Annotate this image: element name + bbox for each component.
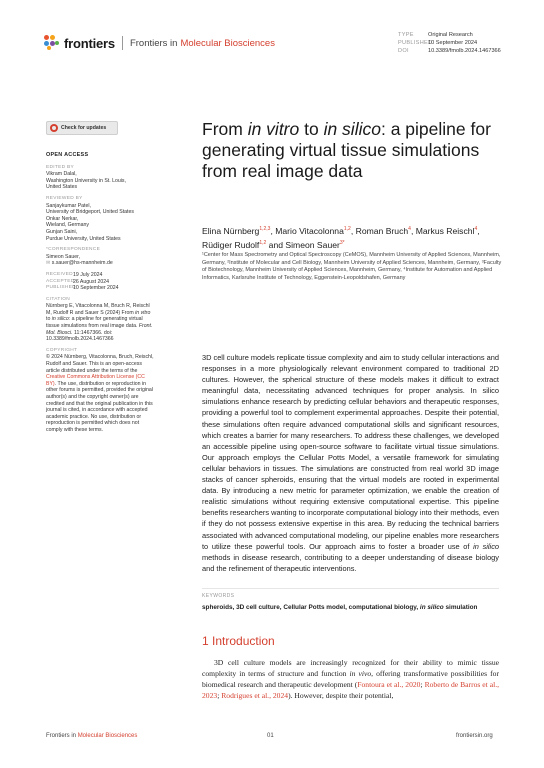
meta-type: TYPE Original Research — [398, 32, 473, 38]
article-title: From in vitro to in silico: a pipeline for generating virtual tissue simulations from real image data — [202, 119, 491, 181]
editor-affiliation: Washington University in St. Louis, — [46, 177, 126, 184]
correspondence-email[interactable]: ✉ s.sauer@hs-mannheim.de — [46, 260, 113, 267]
correspondence-name: Simeon Sauer, — [46, 253, 81, 260]
reviewer-line: University of Bridgeport, United States — [46, 209, 134, 216]
sidebar — [46, 152, 154, 434]
date-accepted: ACCEPTED 26 August 2024 — [46, 278, 110, 285]
reference-link[interactable]: Rodrigues et al., 2024 — [221, 691, 289, 701]
reviewed-by-heading: REVIEWED BY — [46, 195, 83, 201]
dates-block — [46, 272, 154, 292]
reference-link[interactable]: Fontoura et al., 2020 — [357, 680, 421, 690]
author[interactable]: Elina Nürnberg$^{1,2,3}$ — [202, 225, 271, 236]
check-for-updates-label: Check for updates — [61, 125, 107, 131]
article-meta — [398, 31, 501, 55]
reviewer-line: Onkar Nerkar, — [46, 215, 79, 222]
author[interactable]: Simeon Sauer$^{3*}$ — [285, 240, 345, 251]
introduction-text: 3D cell culture models are increasingly recognized for their ability to mimic tissue complexity in terms of structure and function in vivo, offering transformative possibilities for biomedical research and therapeutic development (Fontoura et al., 2020; Roberto de Barros et al., 2023; Rodrigues et al., 2024). However, despite their potential, — [202, 658, 500, 701]
frontiers-logo[interactable] — [44, 35, 275, 51]
citation-heading: CITATION — [46, 296, 71, 302]
copyright-heading: COPYRIGHT — [46, 347, 78, 353]
meta-doi[interactable]: DOI 10.3389/fmolb.2024.1467366 — [398, 48, 501, 54]
editor-name: Vikram Dalal, — [46, 171, 77, 178]
reference-link[interactable]: Roberto de Barros et al., 2023 — [202, 680, 500, 701]
date-received: RECEIVED 19 July 2024 — [46, 271, 103, 278]
email-icon: ✉ — [46, 260, 52, 267]
header-divider — [122, 36, 123, 50]
license-link[interactable]: Creative Commons Attribution License (CC BY) — [46, 374, 145, 387]
edited-by-heading: EDITED BY — [46, 164, 75, 170]
journal-name[interactable]: Molecular Biosciences — [180, 37, 275, 49]
abstract: 3D cell culture models replicate tissue complexity and aim to study cellular interactions and responses in a more physiologically relevant environment compared to traditional 2D cultures. However, the spherical structure of these models makes it difficult to extract meaningful data, necessitating advanced techniques for proper analysis. In silico simulations enhance research by predicting cellular behaviors and therapeutic responses, providing a powerful tool to complement experimental approaches. Despite their potential, these simulations often require advanced computational skills and significant resources, which creates a barrier for many researchers. To address these challenges, we developed an accessible pipeline using open-source software to facilitate virtual tissue simulations. Our approach employs the Cellular Potts Model, a versatile framework for simulating cellular behaviors in tissues. The simulations are constructed from real world 3D image stacks of cancer spheroids, ensuring that the virtual models are rooted in experimental data. By introducing a new metric for parameter optimization, we enable the creation of realistic simulations without requiring extensive computational expertise. This pipeline benefits researchers wanting to incorporate computational biology into their methods, even if they do not possess extensive expertise in this area. By reducing the technical barriers associated with advanced computational modeling, our pipeline enables more researchers to utilize these powerful tools. Our approach aims to foster a broader use of in silico methods in disease research, contributing to a deeper understanding of disease biology and the refinement of therapeutic interventions. — [202, 353, 500, 573]
author[interactable]: Markus Reischl$^4$ — [415, 225, 478, 236]
reviewer-line: Wieland, Germany — [46, 222, 89, 229]
author[interactable]: Mario Vitacolonna$^{1,2}$ — [275, 225, 351, 236]
author[interactable]: Roman Bruch$^4$ — [355, 225, 411, 236]
section-heading-introduction: 1 Introduction — [202, 634, 275, 648]
reviewer-line: Sanjaykumar Patel, — [46, 202, 91, 209]
copyright-text: © 2024 Nürnberg, Vitacolonna, Bruch, Reischl, Rudolf and Sauer. This is an open-access article distributed under the terms of the Creative Commons Attribution License (CC BY). The use, distribution or reproduction in other forums is permitted, provided the original author(s) and the copyright owner(s) are credited and that the original publication in this journal is cited, in accordance with accepted academic practice. No use, distribution or reproduction is permitted which does not comply with these terms. — [46, 354, 154, 433]
brand-name: frontiers — [64, 35, 115, 51]
keywords-divider — [202, 588, 499, 589]
correspondence-heading: *CORRESPONDENCE — [46, 247, 101, 253]
journal-prefix: Frontiers in — [129, 37, 178, 49]
editor-country: United States — [46, 184, 78, 191]
keywords-heading: KEYWORDS — [202, 593, 235, 599]
author[interactable]: Rüdiger Rudolf$^{1,2}$ — [202, 240, 267, 251]
page-number: 01 — [267, 733, 274, 739]
keywords: spheroids, 3D cell culture, Cellular Potts model, computational biology, in silico simulation — [202, 604, 478, 611]
citation-text: Nürnberg E, Vitacolonna M, Bruch R, Reischl M, Rudolf R and Sauer S (2024) From in vitro to in silico: a pipeline for generating virtual tissue simulations from real image data. Front. Mol. Biosci. 11:1467366. doi: 10.3389/fmolb.2024.1467366 — [46, 303, 153, 343]
footer-journal[interactable]: Frontiers in Molecular Biosciences — [46, 733, 138, 739]
frontiers-logo-icon — [44, 35, 60, 51]
author-list: Elina Nürnberg$^{1,2,3}$, Mario Vitacolonna$^{1,2}$, Roman Bruch$^4$, Markus Reischl$^4$, Rüdiger Rudolf$^{1,2}$ and Simeon Sauer$^{3*}$ — [202, 225, 480, 251]
affiliations: ¹Center for Mass Spectrometry and Optical Spectroscopy (CeMOS), Mannheim University of Applied Sciences, Mannheim, Germany, ²Institute of Molecular and Cell Biology, Mannheim University of Applied Sciences, Mannheim, Germany, ³Faculty of Biotechnology, Mannheim University of Applied Sciences, Mannheim, Germany, ⁴Institute for Automation and Applied Informatics, Karlsruhe Institute of Technology, Eggenstein-Leopoldshafen, Germany — [202, 252, 502, 281]
footer-site-link[interactable]: frontiersin.org — [456, 733, 493, 739]
check-for-updates-button[interactable] — [46, 121, 118, 135]
date-published: PUBLISHED 10 September 2024 — [46, 285, 119, 292]
open-access-label: OPEN ACCESS — [46, 152, 89, 158]
meta-published: PUBLISHED10 September 2024 — [398, 40, 478, 46]
reviewer-line: Purdue University, United States — [46, 235, 121, 242]
reviewer-line: Gunjan Saini, — [46, 228, 78, 235]
update-check-icon — [50, 124, 58, 132]
